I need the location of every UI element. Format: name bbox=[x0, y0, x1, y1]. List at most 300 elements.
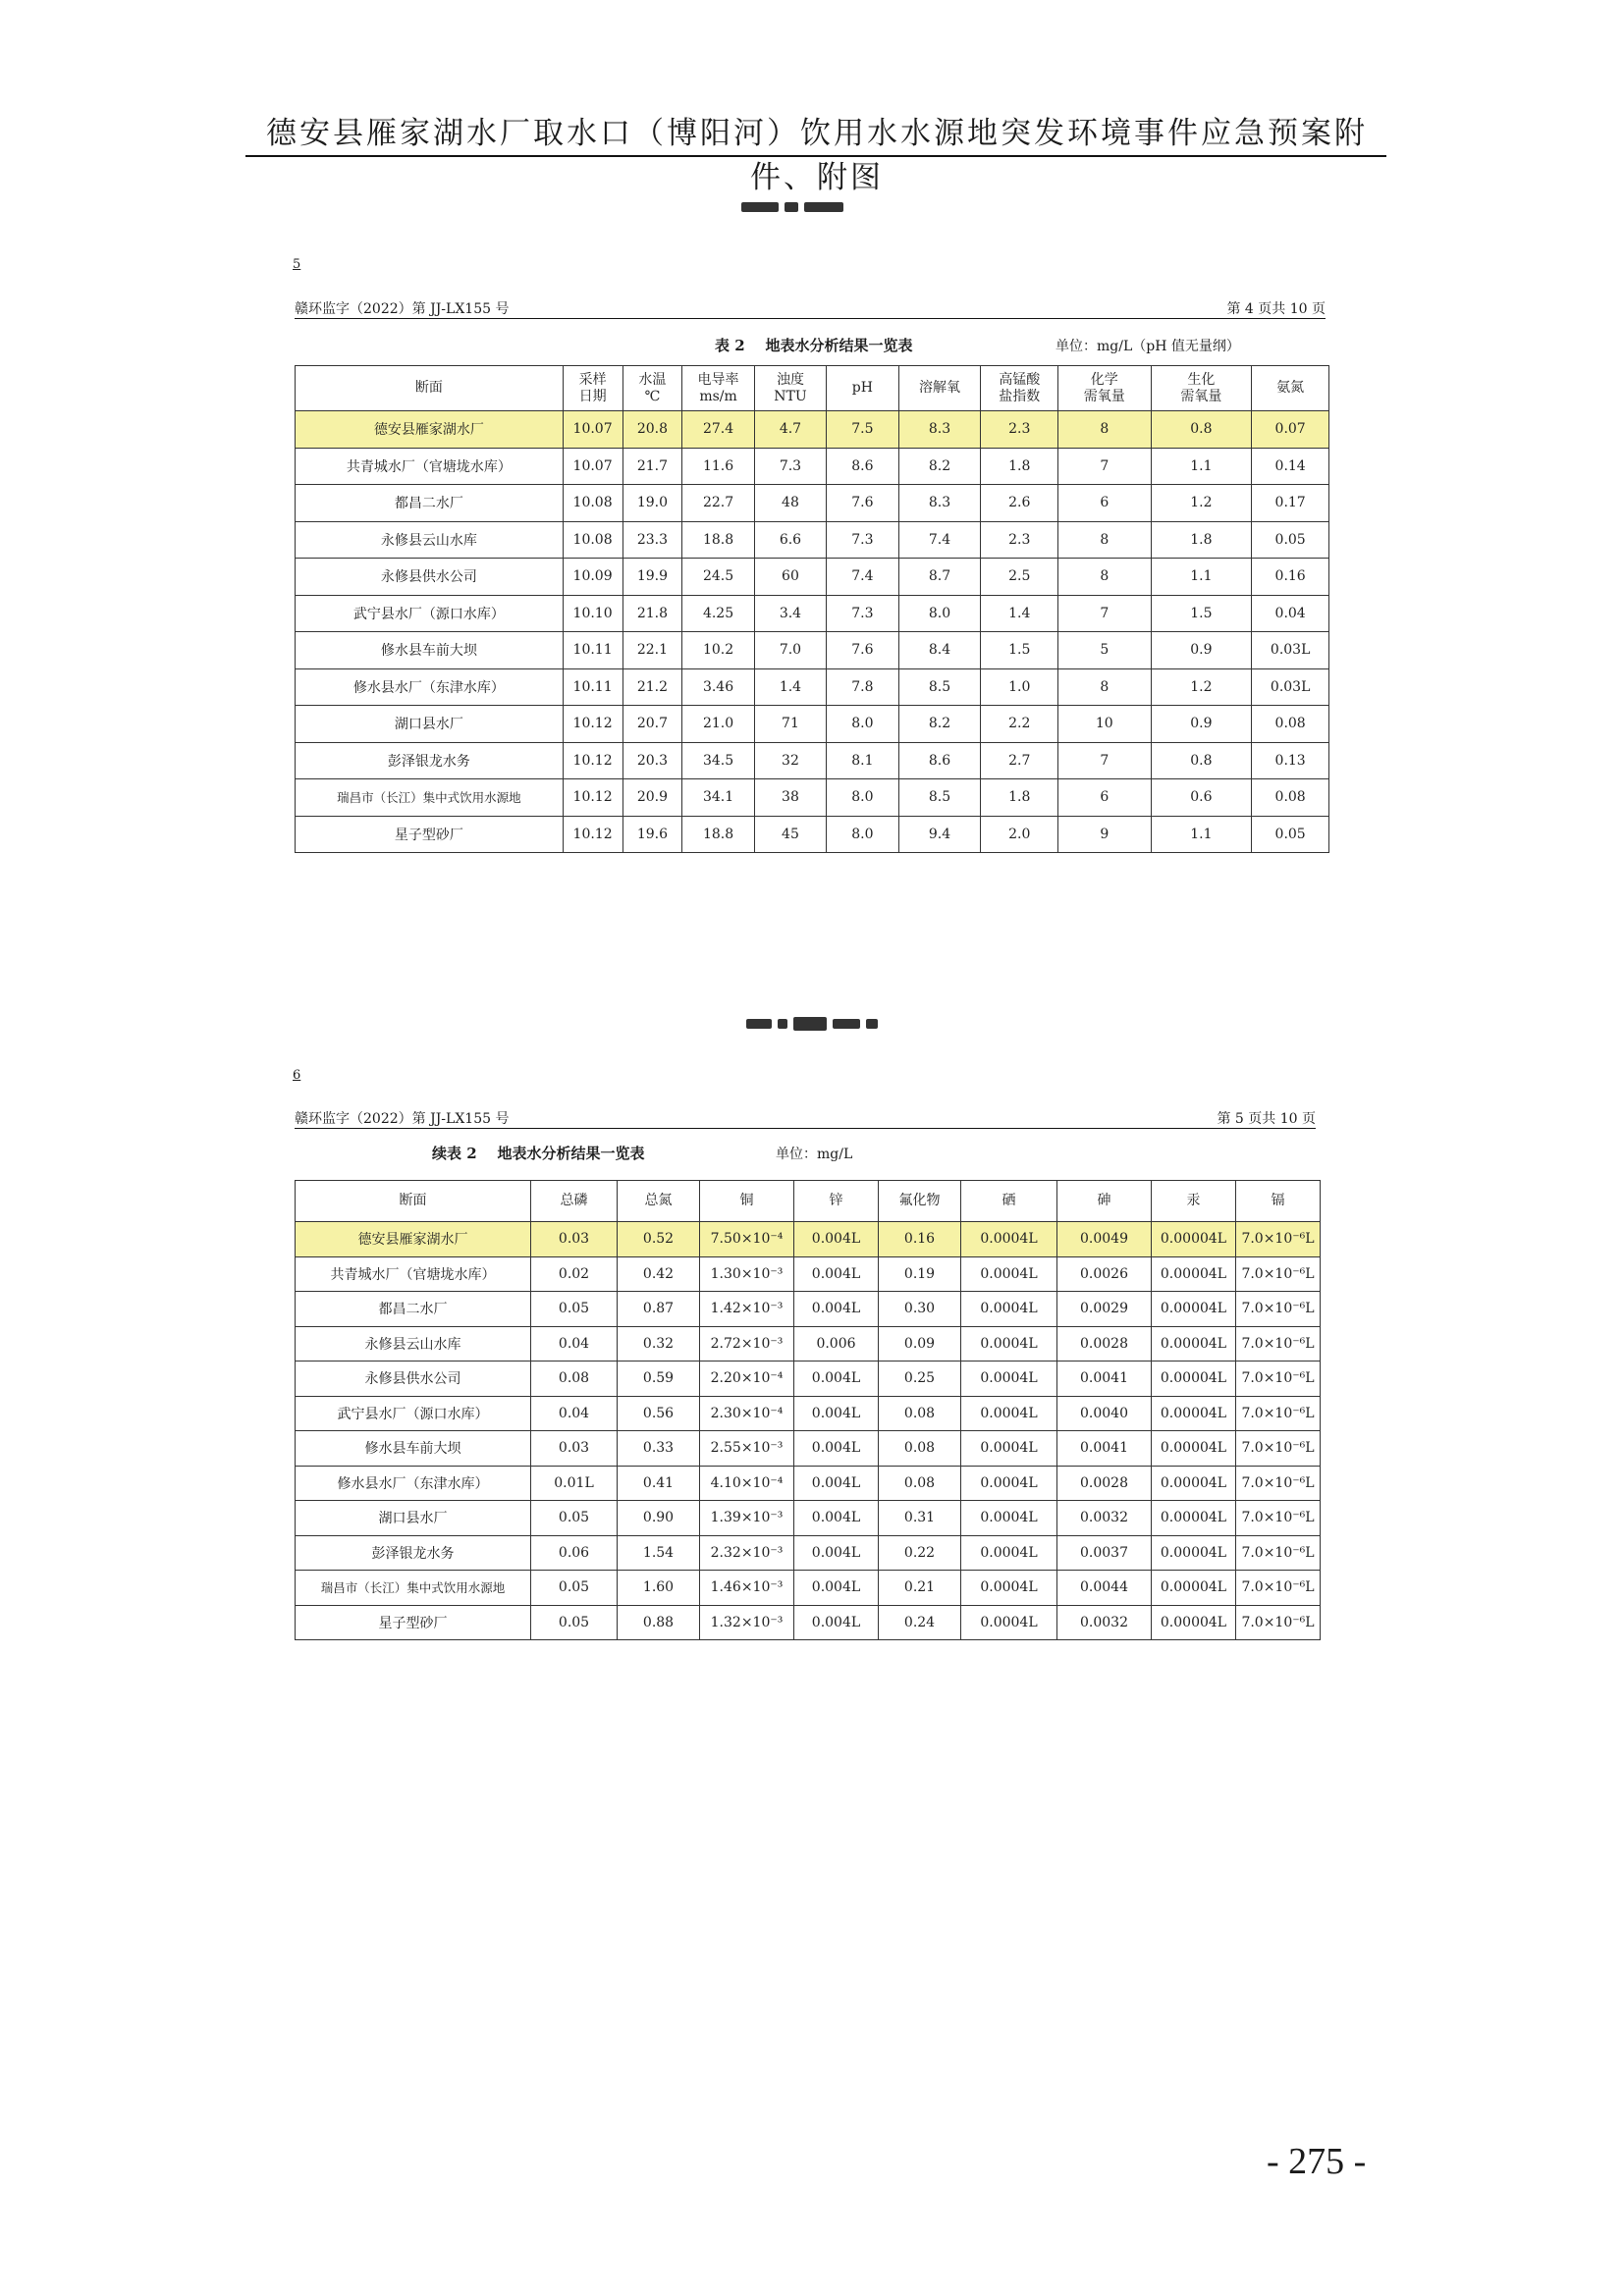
table-cell: 10.07 bbox=[563, 411, 623, 449]
row-site-name: 星子型砂厂 bbox=[296, 816, 564, 853]
table-cell: 7.0×10⁻⁶L bbox=[1236, 1292, 1321, 1327]
column-header bbox=[827, 366, 898, 411]
table-cell: 0.00004L bbox=[1152, 1292, 1236, 1327]
table-cell: 7.6 bbox=[827, 485, 898, 522]
table-cell: 0.59 bbox=[618, 1362, 700, 1397]
table-cell: 7.8 bbox=[827, 668, 898, 706]
table-cell: 7.4 bbox=[827, 559, 898, 596]
table-cell: 1.1 bbox=[1151, 448, 1252, 485]
row-site-name: 修水县车前大坝 bbox=[296, 632, 564, 669]
table-cell: 0.03L bbox=[1252, 632, 1329, 669]
table-cell: 0.0032 bbox=[1057, 1501, 1152, 1536]
column-header-line: 电导率 bbox=[697, 371, 739, 388]
table-row bbox=[296, 668, 1329, 706]
table-row bbox=[296, 1605, 1321, 1640]
table-cell: 7.5 bbox=[827, 411, 898, 449]
table-cell: 0.16 bbox=[1252, 559, 1329, 596]
table-cell: 10.11 bbox=[563, 632, 623, 669]
stamp-mark-top bbox=[741, 196, 849, 218]
row-site-name: 共青城水厂（官塘垅水库） bbox=[296, 448, 564, 485]
table-cell: 10.12 bbox=[563, 742, 623, 779]
table-cell: 71 bbox=[754, 706, 826, 743]
table-cell: 0.0049 bbox=[1057, 1222, 1152, 1257]
table-cell: 0.0004L bbox=[961, 1571, 1057, 1606]
table-cell: 0.00004L bbox=[1152, 1362, 1236, 1397]
table-cell: 5 bbox=[1058, 632, 1151, 669]
table-cell: 0.004L bbox=[794, 1605, 879, 1640]
table-cell: 2.5 bbox=[981, 559, 1058, 596]
table-row bbox=[296, 1466, 1321, 1501]
table-cell: 0.41 bbox=[618, 1466, 700, 1501]
table-cell: 8.0 bbox=[827, 816, 898, 853]
table-cell: 7.0×10⁻⁶L bbox=[1236, 1431, 1321, 1467]
table-cell: 0.0004L bbox=[961, 1535, 1057, 1571]
table-cell: 0.02 bbox=[531, 1256, 618, 1292]
column-header-line: 盐指数 bbox=[999, 388, 1041, 404]
table-cell: 1.54 bbox=[618, 1535, 700, 1571]
table-cell: 8.5 bbox=[898, 668, 981, 706]
table-cell: 10.2 bbox=[682, 632, 754, 669]
table-cell: 7.0×10⁻⁶L bbox=[1236, 1256, 1321, 1292]
table-cell: 1.8 bbox=[981, 448, 1058, 485]
table-cell: 0.0004L bbox=[961, 1256, 1057, 1292]
table-cell: 2.20×10⁻⁴ bbox=[700, 1362, 794, 1397]
column-header: 断面 bbox=[296, 1181, 531, 1222]
page-number: - 275 - bbox=[1267, 2141, 1367, 2182]
header-rule bbox=[245, 155, 1386, 157]
report-number: 赣环监字（2022）第 JJ-LX155 号 bbox=[295, 1111, 510, 1127]
table-cell: 1.8 bbox=[1151, 521, 1252, 559]
table-cell: 8.2 bbox=[898, 448, 981, 485]
table-cell: 34.5 bbox=[682, 742, 754, 779]
table-cell: 10.07 bbox=[563, 448, 623, 485]
table-cell: 8 bbox=[1058, 411, 1151, 449]
table-cell: 4.25 bbox=[682, 595, 754, 632]
table-cell: 8.0 bbox=[827, 779, 898, 817]
row-site-name: 都昌二水厂 bbox=[296, 485, 564, 522]
table-row bbox=[296, 1222, 1321, 1257]
table-cell: 0.00004L bbox=[1152, 1396, 1236, 1431]
column-header-line: 氨氮 bbox=[1276, 380, 1305, 396]
table-cell: 38 bbox=[754, 779, 826, 817]
table-cell: 20.9 bbox=[623, 779, 682, 817]
table-cell: 7.0×10⁻⁶L bbox=[1236, 1362, 1321, 1397]
scan-index: 5 bbox=[293, 257, 301, 272]
table-cell: 2.30×10⁻⁴ bbox=[700, 1396, 794, 1431]
table-cell: 0.004L bbox=[794, 1292, 879, 1327]
report-page-info: 第 4 页共 10 页 bbox=[1226, 301, 1326, 317]
table-cell: 0.05 bbox=[531, 1501, 618, 1536]
table-cell: 10 bbox=[1058, 706, 1151, 743]
table-cell: 10.10 bbox=[563, 595, 623, 632]
table-row bbox=[296, 706, 1329, 743]
table-cell: 0.04 bbox=[1252, 595, 1329, 632]
column-header bbox=[1151, 366, 1252, 411]
table-cell: 0.13 bbox=[1252, 742, 1329, 779]
table-cell: 1.4 bbox=[754, 668, 826, 706]
table-cell: 4.10×10⁻⁴ bbox=[700, 1466, 794, 1501]
column-header: 镉 bbox=[1236, 1181, 1321, 1222]
table-row bbox=[296, 521, 1329, 559]
table-cell: 0.21 bbox=[879, 1571, 961, 1606]
column-header: 砷 bbox=[1057, 1181, 1152, 1222]
table-caption: 续表 2 地表水分析结果一览表 bbox=[432, 1145, 645, 1162]
table-cell: 20.3 bbox=[623, 742, 682, 779]
report-number: 赣环监字（2022）第 JJ-LX155 号 bbox=[295, 301, 510, 317]
table-row bbox=[296, 1326, 1321, 1362]
table-cell: 0.19 bbox=[879, 1256, 961, 1292]
table-cell: 7.0×10⁻⁶L bbox=[1236, 1396, 1321, 1431]
row-site-name: 永修县云山水库 bbox=[296, 1326, 531, 1362]
table-cell: 7.4 bbox=[898, 521, 981, 559]
table-row bbox=[296, 1256, 1321, 1292]
table-cell: 7.0×10⁻⁶L bbox=[1236, 1501, 1321, 1536]
table-cell: 6 bbox=[1058, 485, 1151, 522]
table-cell: 7.0×10⁻⁶L bbox=[1236, 1535, 1321, 1571]
table-cell: 2.3 bbox=[981, 521, 1058, 559]
table-cell: 0.04 bbox=[531, 1396, 618, 1431]
column-header: 氟化物 bbox=[879, 1181, 961, 1222]
table-cell: 8.3 bbox=[898, 485, 981, 522]
table-cell: 32 bbox=[754, 742, 826, 779]
table-cell: 0.004L bbox=[794, 1466, 879, 1501]
table-cell: 0.004L bbox=[794, 1571, 879, 1606]
table-cell: 1.5 bbox=[1151, 595, 1252, 632]
column-header bbox=[623, 366, 682, 411]
table-cell: 0.004L bbox=[794, 1431, 879, 1467]
table-cell: 0.05 bbox=[1252, 521, 1329, 559]
table-cell: 8.6 bbox=[898, 742, 981, 779]
table-cell: 0.00004L bbox=[1152, 1571, 1236, 1606]
row-site-name: 德安县雁家湖水厂 bbox=[296, 411, 564, 449]
table-cell: 1.2 bbox=[1151, 485, 1252, 522]
table-cell: 0.8 bbox=[1151, 411, 1252, 449]
table-cell: 0.004L bbox=[794, 1256, 879, 1292]
table-cell: 0.00004L bbox=[1152, 1326, 1236, 1362]
table-cell: 1.30×10⁻³ bbox=[700, 1256, 794, 1292]
table-cell: 7.0 bbox=[754, 632, 826, 669]
table-cell: 7.3 bbox=[827, 521, 898, 559]
table-unit: 单位：mg/L bbox=[776, 1147, 853, 1162]
table-row bbox=[296, 1501, 1321, 1536]
table-cell: 21.7 bbox=[623, 448, 682, 485]
column-header-line: 溶解氧 bbox=[919, 380, 960, 396]
column-header-line: NTU bbox=[774, 388, 807, 404]
row-site-name: 共青城水厂（官塘垅水库） bbox=[296, 1256, 531, 1292]
table-row bbox=[296, 485, 1329, 522]
table-cell: 0.31 bbox=[879, 1501, 961, 1536]
table-row bbox=[296, 1292, 1321, 1327]
table-cell: 0.0026 bbox=[1057, 1256, 1152, 1292]
table-cell: 1.0 bbox=[981, 668, 1058, 706]
table-cell: 0.9 bbox=[1151, 706, 1252, 743]
column-header bbox=[296, 366, 564, 411]
table-cell: 0.00004L bbox=[1152, 1535, 1236, 1571]
table-cell: 0.08 bbox=[879, 1431, 961, 1467]
table-cell: 7 bbox=[1058, 448, 1151, 485]
table-cell: 0.08 bbox=[879, 1466, 961, 1501]
row-site-name: 永修县供水公司 bbox=[296, 1362, 531, 1397]
row-site-name: 永修县供水公司 bbox=[296, 559, 564, 596]
table-row bbox=[296, 559, 1329, 596]
table-cell: 7.0×10⁻⁶L bbox=[1236, 1605, 1321, 1640]
table-caption: 表 2 地表水分析结果一览表 bbox=[715, 337, 913, 354]
table-cell: 1.60 bbox=[618, 1571, 700, 1606]
table-cell: 1.32×10⁻³ bbox=[700, 1605, 794, 1640]
table-cell: 0.004L bbox=[794, 1501, 879, 1536]
table-cell: 0.14 bbox=[1252, 448, 1329, 485]
table-cell: 10.08 bbox=[563, 485, 623, 522]
table-cell: 34.1 bbox=[682, 779, 754, 817]
table-cell: 21.8 bbox=[623, 595, 682, 632]
table-cell: 8 bbox=[1058, 668, 1151, 706]
table-cell: 45 bbox=[754, 816, 826, 853]
report-page-info: 第 5 页共 10 页 bbox=[1217, 1111, 1316, 1127]
row-site-name: 星子型砂厂 bbox=[296, 1605, 531, 1640]
row-site-name: 永修县云山水库 bbox=[296, 521, 564, 559]
table-row bbox=[296, 632, 1329, 669]
table-cell: 7.0×10⁻⁶L bbox=[1236, 1326, 1321, 1362]
row-site-name: 瑞昌市（长江）集中式饮用水源地 bbox=[296, 779, 564, 817]
table-cell: 0.0044 bbox=[1057, 1571, 1152, 1606]
scan-index: 6 bbox=[293, 1068, 301, 1083]
table-cell: 0.08 bbox=[1252, 779, 1329, 817]
column-header: 硒 bbox=[961, 1181, 1057, 1222]
table-cell: 10.12 bbox=[563, 706, 623, 743]
table-row bbox=[296, 411, 1329, 449]
column-header-line: 高锰酸 bbox=[999, 371, 1041, 388]
row-site-name: 瑞昌市（长江）集中式饮用水源地 bbox=[296, 1571, 531, 1606]
table-cell: 9.4 bbox=[898, 816, 981, 853]
table-cell: 8.2 bbox=[898, 706, 981, 743]
table-cell: 27.4 bbox=[682, 411, 754, 449]
table-cell: 19.9 bbox=[623, 559, 682, 596]
row-site-name: 修水县车前大坝 bbox=[296, 1431, 531, 1467]
column-header: 汞 bbox=[1152, 1181, 1236, 1222]
table-cell: 0.0040 bbox=[1057, 1396, 1152, 1431]
table-cell: 0.32 bbox=[618, 1326, 700, 1362]
column-header-line: ℃ bbox=[644, 388, 661, 404]
table-row bbox=[296, 1362, 1321, 1397]
table-cell: 0.0004L bbox=[961, 1326, 1057, 1362]
table-cell: 7.0×10⁻⁶L bbox=[1236, 1466, 1321, 1501]
table-cell: 8.5 bbox=[898, 779, 981, 817]
table-cell: 19.6 bbox=[623, 816, 682, 853]
table-cell: 0.0004L bbox=[961, 1292, 1057, 1327]
table-cell: 7.3 bbox=[754, 448, 826, 485]
table-cell: 0.33 bbox=[618, 1431, 700, 1467]
table-cell: 0.30 bbox=[879, 1292, 961, 1327]
table-cell: 7.6 bbox=[827, 632, 898, 669]
table-cell: 0.87 bbox=[618, 1292, 700, 1327]
table-row bbox=[296, 779, 1329, 817]
table-cell: 0.0028 bbox=[1057, 1326, 1152, 1362]
table-cell: 22.7 bbox=[682, 485, 754, 522]
table-cell: 8.7 bbox=[898, 559, 981, 596]
table-cell: 20.8 bbox=[623, 411, 682, 449]
column-header bbox=[754, 366, 826, 411]
table-cell: 0.25 bbox=[879, 1362, 961, 1397]
table-cell: 2.2 bbox=[981, 706, 1058, 743]
row-site-name: 修水县水厂（东津水库） bbox=[296, 668, 564, 706]
table-cell: 0.004L bbox=[794, 1222, 879, 1257]
table-cell: 0.00004L bbox=[1152, 1256, 1236, 1292]
table-cell: 0.0028 bbox=[1057, 1466, 1152, 1501]
table-row bbox=[296, 1571, 1321, 1606]
table-cell: 1.1 bbox=[1151, 559, 1252, 596]
table-cell: 3.46 bbox=[682, 668, 754, 706]
table-cell: 10.11 bbox=[563, 668, 623, 706]
table-cell: 8 bbox=[1058, 521, 1151, 559]
table-cell: 0.08 bbox=[1252, 706, 1329, 743]
table-cell: 0.03L bbox=[1252, 668, 1329, 706]
table-cell: 0.0041 bbox=[1057, 1362, 1152, 1397]
column-header bbox=[981, 366, 1058, 411]
table-cell: 0.00004L bbox=[1152, 1501, 1236, 1536]
table-cell: 1.5 bbox=[981, 632, 1058, 669]
table-cell: 0.9 bbox=[1151, 632, 1252, 669]
table-cell: 2.32×10⁻³ bbox=[700, 1535, 794, 1571]
table-cell: 0.05 bbox=[1252, 816, 1329, 853]
table-cell: 7 bbox=[1058, 595, 1151, 632]
table-cell: 1.8 bbox=[981, 779, 1058, 817]
table-cell: 2.72×10⁻³ bbox=[700, 1326, 794, 1362]
analysis-table-top bbox=[295, 365, 1329, 853]
table-cell: 6.6 bbox=[754, 521, 826, 559]
table-cell: 10.08 bbox=[563, 521, 623, 559]
table-cell: 0.08 bbox=[879, 1396, 961, 1431]
row-site-name: 彭泽银龙水务 bbox=[296, 742, 564, 779]
table-cell: 7.0×10⁻⁶L bbox=[1236, 1571, 1321, 1606]
column-header bbox=[682, 366, 754, 411]
table-cell: 8.3 bbox=[898, 411, 981, 449]
column-header-line: 生化 bbox=[1187, 371, 1216, 388]
table-cell: 0.01L bbox=[531, 1466, 618, 1501]
row-site-name: 德安县雁家湖水厂 bbox=[296, 1222, 531, 1257]
table-cell: 0.16 bbox=[879, 1222, 961, 1257]
table-cell: 4.7 bbox=[754, 411, 826, 449]
column-header-line: 需氧量 bbox=[1180, 388, 1222, 404]
table-cell: 0.0029 bbox=[1057, 1292, 1152, 1327]
table-row bbox=[296, 1431, 1321, 1467]
table-cell: 7.3 bbox=[827, 595, 898, 632]
table-cell: 1.4 bbox=[981, 595, 1058, 632]
table-cell: 2.55×10⁻³ bbox=[700, 1431, 794, 1467]
table-row bbox=[296, 1535, 1321, 1571]
table-cell: 0.88 bbox=[618, 1605, 700, 1640]
table-cell: 8.1 bbox=[827, 742, 898, 779]
table-cell: 10.12 bbox=[563, 779, 623, 817]
table-cell: 0.00004L bbox=[1152, 1466, 1236, 1501]
column-header-line: 断面 bbox=[414, 380, 443, 396]
table-cell: 24.5 bbox=[682, 559, 754, 596]
table-cell: 0.08 bbox=[531, 1362, 618, 1397]
column-header: 锌 bbox=[794, 1181, 879, 1222]
table-cell: 0.0004L bbox=[961, 1501, 1057, 1536]
table-cell: 1.42×10⁻³ bbox=[700, 1292, 794, 1327]
report-line bbox=[295, 1106, 1316, 1129]
table-cell: 9 bbox=[1058, 816, 1151, 853]
table-cell: 0.8 bbox=[1151, 742, 1252, 779]
column-header bbox=[898, 366, 981, 411]
table-cell: 1.2 bbox=[1151, 668, 1252, 706]
page-header: 德安县雁家湖水厂取水口（博阳河）饮用水水源地突发环境事件应急预案附件、附图 bbox=[266, 116, 1368, 195]
table-row bbox=[296, 1396, 1321, 1431]
table-cell: 0.004L bbox=[794, 1535, 879, 1571]
table-cell: 2.0 bbox=[981, 816, 1058, 853]
table-cell: 22.1 bbox=[623, 632, 682, 669]
table-cell: 1.46×10⁻³ bbox=[700, 1571, 794, 1606]
table-cell: 21.2 bbox=[623, 668, 682, 706]
table-cell: 18.8 bbox=[682, 521, 754, 559]
analysis-table-bottom bbox=[295, 1180, 1321, 1640]
table-unit: 单位：mg/L（pH 值无量纲） bbox=[1056, 339, 1240, 354]
table-cell: 0.90 bbox=[618, 1501, 700, 1536]
table-cell: 1.1 bbox=[1151, 816, 1252, 853]
table-cell: 11.6 bbox=[682, 448, 754, 485]
table-cell: 10.12 bbox=[563, 816, 623, 853]
table-cell: 20.7 bbox=[623, 706, 682, 743]
row-site-name: 都昌二水厂 bbox=[296, 1292, 531, 1327]
table-cell: 18.8 bbox=[682, 816, 754, 853]
table-cell: 2.3 bbox=[981, 411, 1058, 449]
row-site-name: 彭泽银龙水务 bbox=[296, 1535, 531, 1571]
table-cell: 3.4 bbox=[754, 595, 826, 632]
column-header-line: pH bbox=[851, 380, 873, 396]
table-cell: 0.0037 bbox=[1057, 1535, 1152, 1571]
table-cell: 0.06 bbox=[531, 1535, 618, 1571]
table-cell: 0.05 bbox=[531, 1605, 618, 1640]
table-cell: 7.50×10⁻⁴ bbox=[700, 1222, 794, 1257]
column-header-line: 采样 bbox=[578, 371, 607, 388]
table-cell: 19.0 bbox=[623, 485, 682, 522]
table-cell: 1.39×10⁻³ bbox=[700, 1501, 794, 1536]
table-cell: 0.52 bbox=[618, 1222, 700, 1257]
row-site-name: 修水县水厂（东津水库） bbox=[296, 1466, 531, 1501]
column-header-line: 化学 bbox=[1090, 371, 1118, 388]
column-header: 总氮 bbox=[618, 1181, 700, 1222]
table-cell: 0.0004L bbox=[961, 1222, 1057, 1257]
table-cell: 0.0004L bbox=[961, 1466, 1057, 1501]
table-cell: 0.17 bbox=[1252, 485, 1329, 522]
table-cell: 0.0004L bbox=[961, 1605, 1057, 1640]
table-cell: 0.03 bbox=[531, 1431, 618, 1467]
table-cell: 0.00004L bbox=[1152, 1431, 1236, 1467]
table-cell: 0.006 bbox=[794, 1326, 879, 1362]
table-cell: 0.0041 bbox=[1057, 1431, 1152, 1467]
table-cell: 0.04 bbox=[531, 1326, 618, 1362]
column-header bbox=[1058, 366, 1151, 411]
report-line bbox=[295, 296, 1326, 319]
table-cell: 0.0004L bbox=[961, 1362, 1057, 1397]
table-cell: 0.0004L bbox=[961, 1396, 1057, 1431]
table-cell: 6 bbox=[1058, 779, 1151, 817]
table-cell: 0.0032 bbox=[1057, 1605, 1152, 1640]
table-cell: 60 bbox=[754, 559, 826, 596]
table-cell: 0.0004L bbox=[961, 1431, 1057, 1467]
table-cell: 0.22 bbox=[879, 1535, 961, 1571]
table-cell: 7 bbox=[1058, 742, 1151, 779]
table-cell: 0.004L bbox=[794, 1396, 879, 1431]
table-cell: 0.07 bbox=[1252, 411, 1329, 449]
table-row bbox=[296, 448, 1329, 485]
stamp-mark-middle bbox=[746, 1013, 884, 1035]
row-site-name: 湖口县水厂 bbox=[296, 1501, 531, 1536]
column-header-line: ms/m bbox=[699, 388, 737, 404]
table-cell: 0.24 bbox=[879, 1605, 961, 1640]
column-header bbox=[1252, 366, 1329, 411]
table-cell: 0.56 bbox=[618, 1396, 700, 1431]
